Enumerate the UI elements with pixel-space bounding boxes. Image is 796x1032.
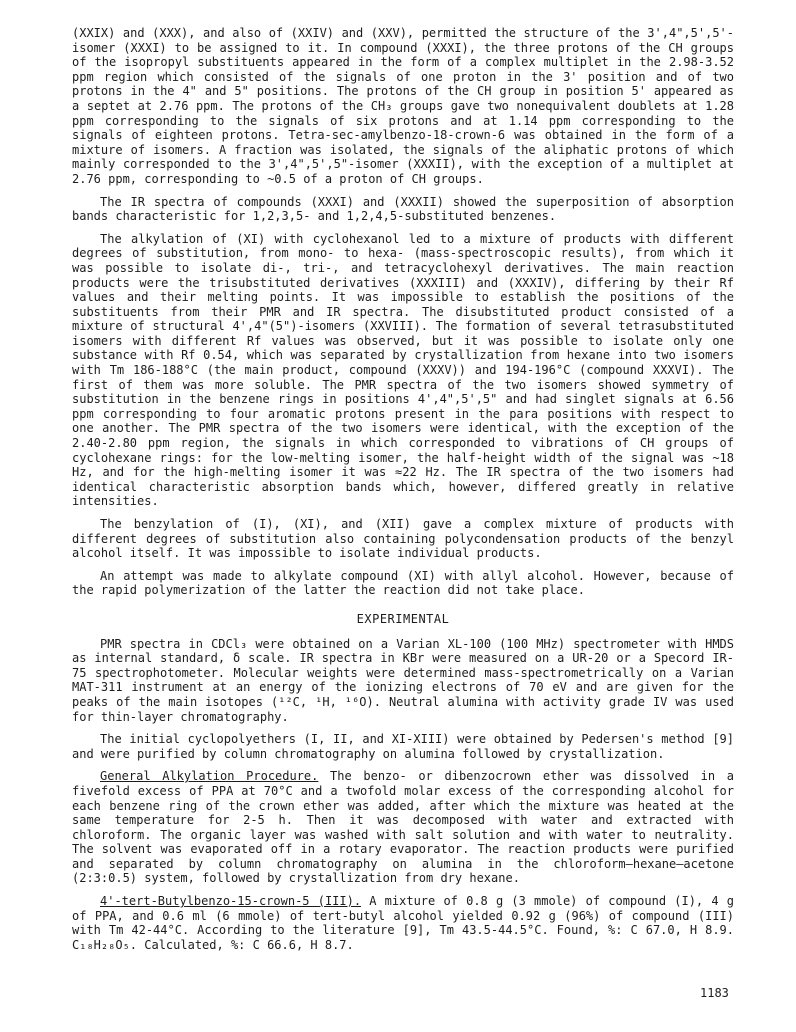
general-procedure-title: General Alkylation Procedure. bbox=[100, 769, 319, 784]
general-procedure-text: The benzo- or dibenzocrown ether was dissolved in a fivefold excess of PPA at 70°C and a twofold molar excess of the corresponding alcohol for each benzene ring of the crown ether was added, after which the mixture was heated at the same temperature for 2-5 h. Then it was decomposed with water and extracted with chloroform. The organic layer was washed with salt solution and with water to neutrality. The solvent was evaporated off in a rotary evaporator. The reaction products were purified and separated by column chromatography on alumina in the chloroform–hexane–acetone (2:3:0.5) system, followed by crystallization from dry hexane. bbox=[72, 769, 734, 886]
compound-entry-title: 4'-tert-Butylbenzo-15-crown-5 (III). bbox=[100, 894, 362, 909]
page-number: 1183 bbox=[700, 986, 729, 1000]
section-heading: EXPERIMENTAL bbox=[356, 611, 450, 626]
compound-entry-text: A mixture of 0.8 g (3 mmole) of compound (I), 4 g of PPA, and 0.6 ml (6 mmole) of tert-butyl alcohol yielded 0.92 g (96%) of compound (III) with Tm 42-44°C. According to the literature [9], Tm 43.5-44.5°C. Found, %: C 67.0, H 8.9. C₁₈H₂₈O₅. Calculated, %: C 66.6, H 8.7. bbox=[72, 894, 734, 952]
paragraph-1: (XXIX) and (XXX), and also of (XXIV) and (XXV), permitted the structure of the 3',4",5',5'-isomer (XXXI) to be assigned to it. In compound (XXXI), the three protons of the CH groups of the isopropyl substituents appeared in the form of a complex multiplet in the 2.98-3.52 ppm region which consisted of the signals of one proton in the 3' position and of two protons in the 4" and 5" positions. The protons of the CH group in position 5' appeared as a septet at 2.76 ppm. The protons of the CH₃ groups gave two nonequivalent doublets at 1.28 ppm corresponding to the signals of six protons and at 1.14 ppm corresponding to the signals of eighteen protons. Tetra-sec-amylbenzo-18-crown-6 was obtained in the form of a mixture of isomers. A fraction was isolated, the signals of the aliphatic protons of which mainly corresponded to the 3',4",5',5"-isomer (XXXII), with the exception of a multiplet at 2.76 ppm, corresponding to ~0.5 of a proton of CH groups. bbox=[72, 26, 734, 186]
compound-entry-paragraph bbox=[72, 894, 734, 952]
paragraph-4: The benzylation of (I), (XI), and (XII) gave a complex mixture of products with different degrees of substitution also containing polycondensation products of the benzyl alcohol itself. It was impossible to isolate individual products. bbox=[72, 517, 734, 561]
experimental-paragraph-2: The initial cyclopolyethers (I, II, and XI-XIII) were obtained by Pedersen's method [9] and were purified by column chromatography on alumina followed by crystallization. bbox=[72, 732, 734, 761]
text-column bbox=[72, 26, 734, 960]
paragraph-5: An attempt was made to alkylate compound (XI) with allyl alcohol. However, because of the rapid polymerization of the latter the reaction did not take place. bbox=[72, 568, 734, 598]
experimental-paragraph-1: PMR spectra in CDCl₃ were obtained on a Varian XL-100 (100 MHz) spectrometer with HMDS as internal standard, δ scale. IR spectra in KBr were measured on a UR-20 or a Specord IR-75 spectrophotometer. Molecular weights were determined mass-spectrometrically on a Varian MAT-311 instrument at an energy of the ionizing electrons of 70 eV and are given for the peaks of the main isotopes (¹²C, ¹H, ¹⁶O). Neutral alumina with activity grade IV was used for thin-layer chromatography. bbox=[72, 636, 734, 724]
paragraph-3: The alkylation of (XI) with cyclohexanol led to a mixture of products with different degrees of substitution, from mono- to hexa- (mass-spectroscopic results), from which it was possible to isolate di-, tri-, and tetracyclohexyl derivatives. The main reaction products were the trisubstituted derivatives (XXXIII) and (XXXIV), differing by their Rf values and their melting points. It was impossible to establish the positions of the substituents from their PMR and IR spectra. The disubstituted product consisted of a mixture of structural 4',4"(5")-isomers (XXVIII). The formation of several tetrasubstituted isomers with different Rf values was observed, but it was possible to isolate only one substance with Rf 0.54, which was separated by crystallization from hexane into two isomers with Tm 186-188°C (the main product, compound (XXXV)) and 194-196°C (compound XXXVI). The first of them was more soluble. The PMR spectra of the two isomers showed symmetry of substitution in the benzene rings in positions 4',4",5',5" and had singlet signals at 6.56 ppm corresponding to four aromatic protons present in the para positions with respect to one another. The PMR spectra of the two isomers were identical, with the exception of the 2.40-2.80 ppm region, the signals in which corresponded to vibrations of CH groups of cyclohexane rings: for the low-melting isomer, the half-height width of the signal was ~18 Hz, and for the high-melting isomer it was ≈22 Hz. The IR spectra of the two isomers had identical characteristic absorption bands which, however, differed greatly in relative intensities. bbox=[72, 231, 734, 509]
paragraph-2: The IR spectra of compounds (XXXI) and (XXXII) showed the superposition of absorption bands characteristic for 1,2,3,5- and 1,2,4,5-substituted benzenes. bbox=[72, 194, 734, 224]
general-procedure-paragraph bbox=[72, 769, 734, 886]
